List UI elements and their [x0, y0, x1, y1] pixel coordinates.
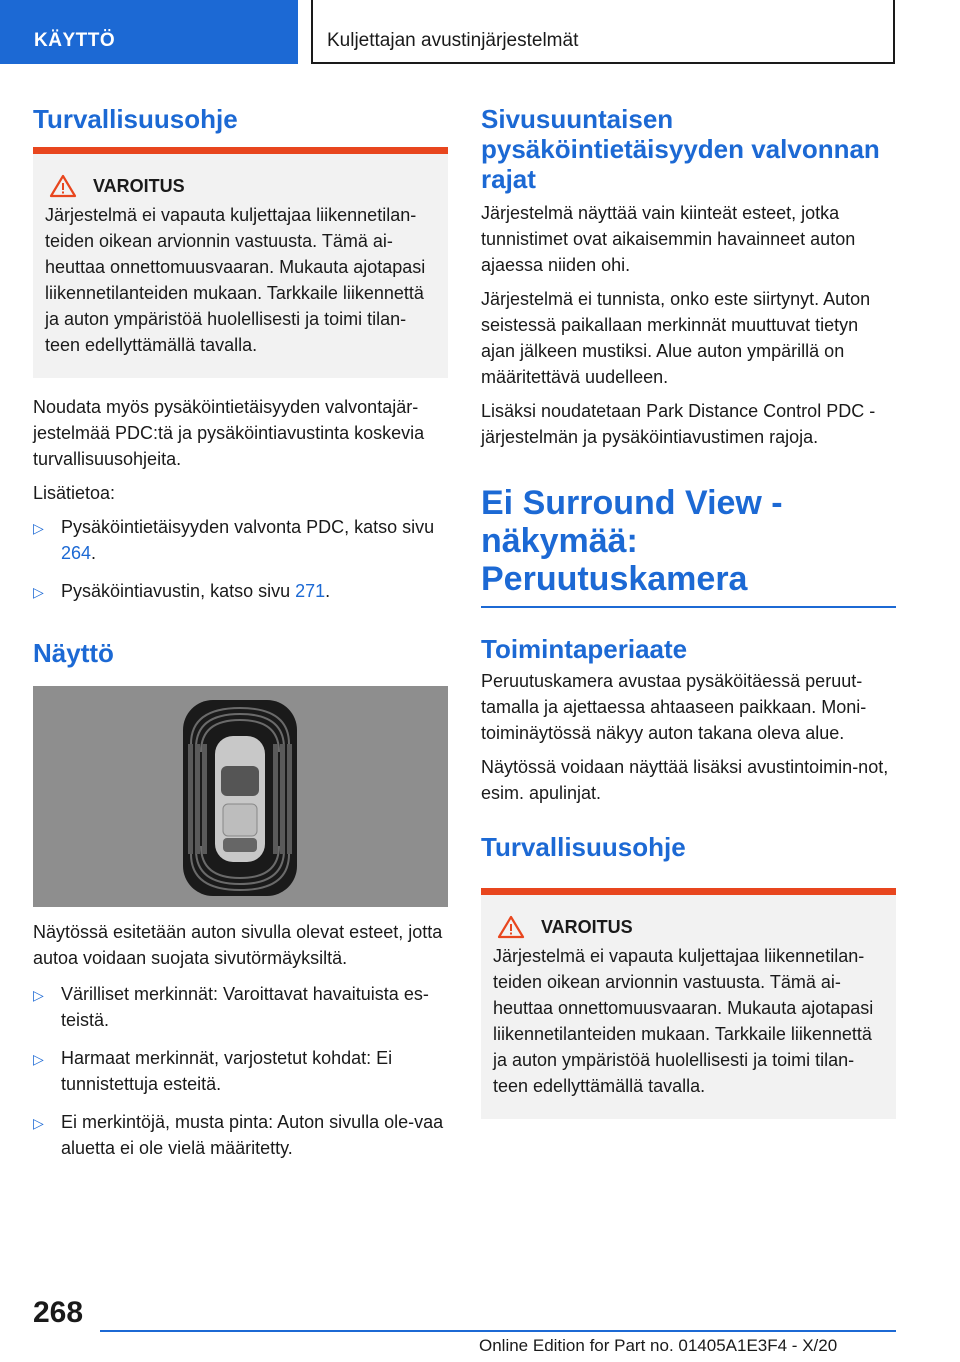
warning-triangle-icon: [49, 174, 77, 198]
footer-rule: [100, 1330, 896, 1332]
edition-note: Online Edition for Part no. 01405A1E3F4 - X/20: [479, 1336, 838, 1355]
right-column: [481, 100, 896, 1119]
list-item: [33, 1045, 448, 1097]
limits-paragraph-1: Järjestelmä näyttää vain kiinteät esteet, jotka tunnistimet ovat aikaisemmin havainneet auton ajaessa niiden ohi.: [481, 203, 856, 275]
safety-heading: Turvallisuusohje: [33, 104, 238, 134]
triangle-right-icon: ▷: [33, 1051, 44, 1067]
pdc-display-image: [33, 686, 448, 907]
warning-title: VAROITUS: [541, 916, 633, 937]
more-info-label: Lisätietoa:: [33, 483, 116, 503]
limits-heading: Sivusuuntaisen pysäköintietäisyyden valvonnan rajat: [481, 104, 880, 194]
page-link-271[interactable]: 271: [295, 581, 326, 601]
triangle-right-icon: ▷: [33, 987, 44, 1003]
marking-list: [33, 981, 448, 1161]
ref-end: .: [325, 581, 331, 601]
display-heading: Näyttö: [33, 638, 114, 668]
list-item: [33, 1109, 448, 1161]
triangle-right-icon: ▷: [33, 1115, 44, 1131]
section-label: KÄYTTÖ: [34, 30, 116, 51]
ref-text: Pysäköintietäisyyden valvonta PDC, katso sivu: [61, 517, 435, 537]
chapter-title: [311, 0, 895, 64]
warning-title: VAROITUS: [93, 175, 185, 196]
parking-display-illustration: [33, 686, 448, 907]
page-link-264[interactable]: 264: [61, 543, 92, 563]
ref-text: Pysäköintiavustin, katso sivu: [61, 581, 296, 601]
bullet-text: Värilliset merkinnät: Varoittavat havaituista es-teistä.: [61, 984, 429, 1030]
limits-paragraph-2: Järjestelmä ei tunnista, onko este siirtynyt. Auton seistessä paikallaan merkinnät muuttuvat tietyn ajan jälkeen mustiksi. Alue auton ympärillä on määritettävä uudelleen.: [481, 289, 871, 387]
warning-triangle-icon: [497, 915, 525, 939]
safety-heading-2: Turvallisuusohje: [481, 832, 686, 862]
warning-text: Järjestelmä ei vapauta kuljettajaa liikennetilan-teiden oikean arvionnin vastuusta. Tämä ai-heuttaa onnettomuusvaaran. Mukauta ajotapasi liikennetilanteiden mukaan. Tarkkaile liikennettä ja auton ympäristöä huolellisesti ja toimi tilan-teen edellyttämällä tavalla.: [45, 205, 426, 355]
triangle-right-icon: ▷: [33, 584, 44, 600]
note-paragraph: Noudata myös pysäköintietäisyyden valvontajär-jestelmää PDC:tä ja pysäköintiavustinta koskevia turvallisuusohjeita.: [33, 397, 425, 469]
display-paragraph: Näytössä esitetään auton sivulla olevat esteet, jotta autoa voidaan suojata sivutörmäyksiltä.: [33, 922, 443, 968]
warning-box-2: [481, 888, 896, 1119]
principle-heading: Toimintaperiaate: [481, 634, 688, 664]
principle-paragraph-1: Peruutuskamera avustaa pysäköitäessä peruut-tamalla ja ajettaessa ahtaaseen paikkaan. Moni-toiminäytössä näkyy auton takana oleva alue.: [481, 671, 867, 743]
bullet-text: Harmaat merkinnät, varjostetut kohdat: Ei tunnistettuja esteitä.: [61, 1048, 393, 1094]
rear-camera-heading: Ei Surround View -näkymää: Peruutuskamera: [481, 484, 896, 608]
warning-title-row: [487, 915, 884, 939]
warning-title-row: [39, 174, 436, 198]
left-column: [33, 100, 448, 1161]
section-tab: [0, 0, 298, 64]
list-item: [33, 514, 448, 566]
principle-paragraph-2: Näytössä voidaan näyttää lisäksi avustintoimin-not, esim. apulinjat.: [481, 757, 889, 803]
list-item: [33, 981, 448, 1033]
list-item: [33, 578, 448, 604]
bullet-text: Ei merkintöjä, musta pinta: Auton sivulla ole-vaa aluetta ei ole vielä määritetty.: [61, 1112, 444, 1158]
limits-paragraph-3: Lisäksi noudatetaan Park Distance Control PDC -järjestelmän ja pysäköintiavustimen rajoja.: [481, 401, 876, 447]
chapter-title-text: Kuljettajan avustinjärjestelmät: [327, 30, 579, 51]
page-number: 268: [33, 1296, 84, 1329]
warning-box: [33, 147, 448, 378]
warning-text: Järjestelmä ei vapauta kuljettajaa liikennetilan-teiden oikean arvionnin vastuusta. Tämä ai-heuttaa onnettomuusvaaran. Mukauta ajotapasi liikennetilanteiden mukaan. Tarkkaile liikennettä ja auton ympäristöä huolellisesti ja toimi tilan-teen edellyttämällä tavalla.: [493, 946, 874, 1096]
reference-list: [33, 514, 448, 604]
ref-end: .: [91, 543, 97, 563]
triangle-right-icon: ▷: [33, 520, 44, 536]
